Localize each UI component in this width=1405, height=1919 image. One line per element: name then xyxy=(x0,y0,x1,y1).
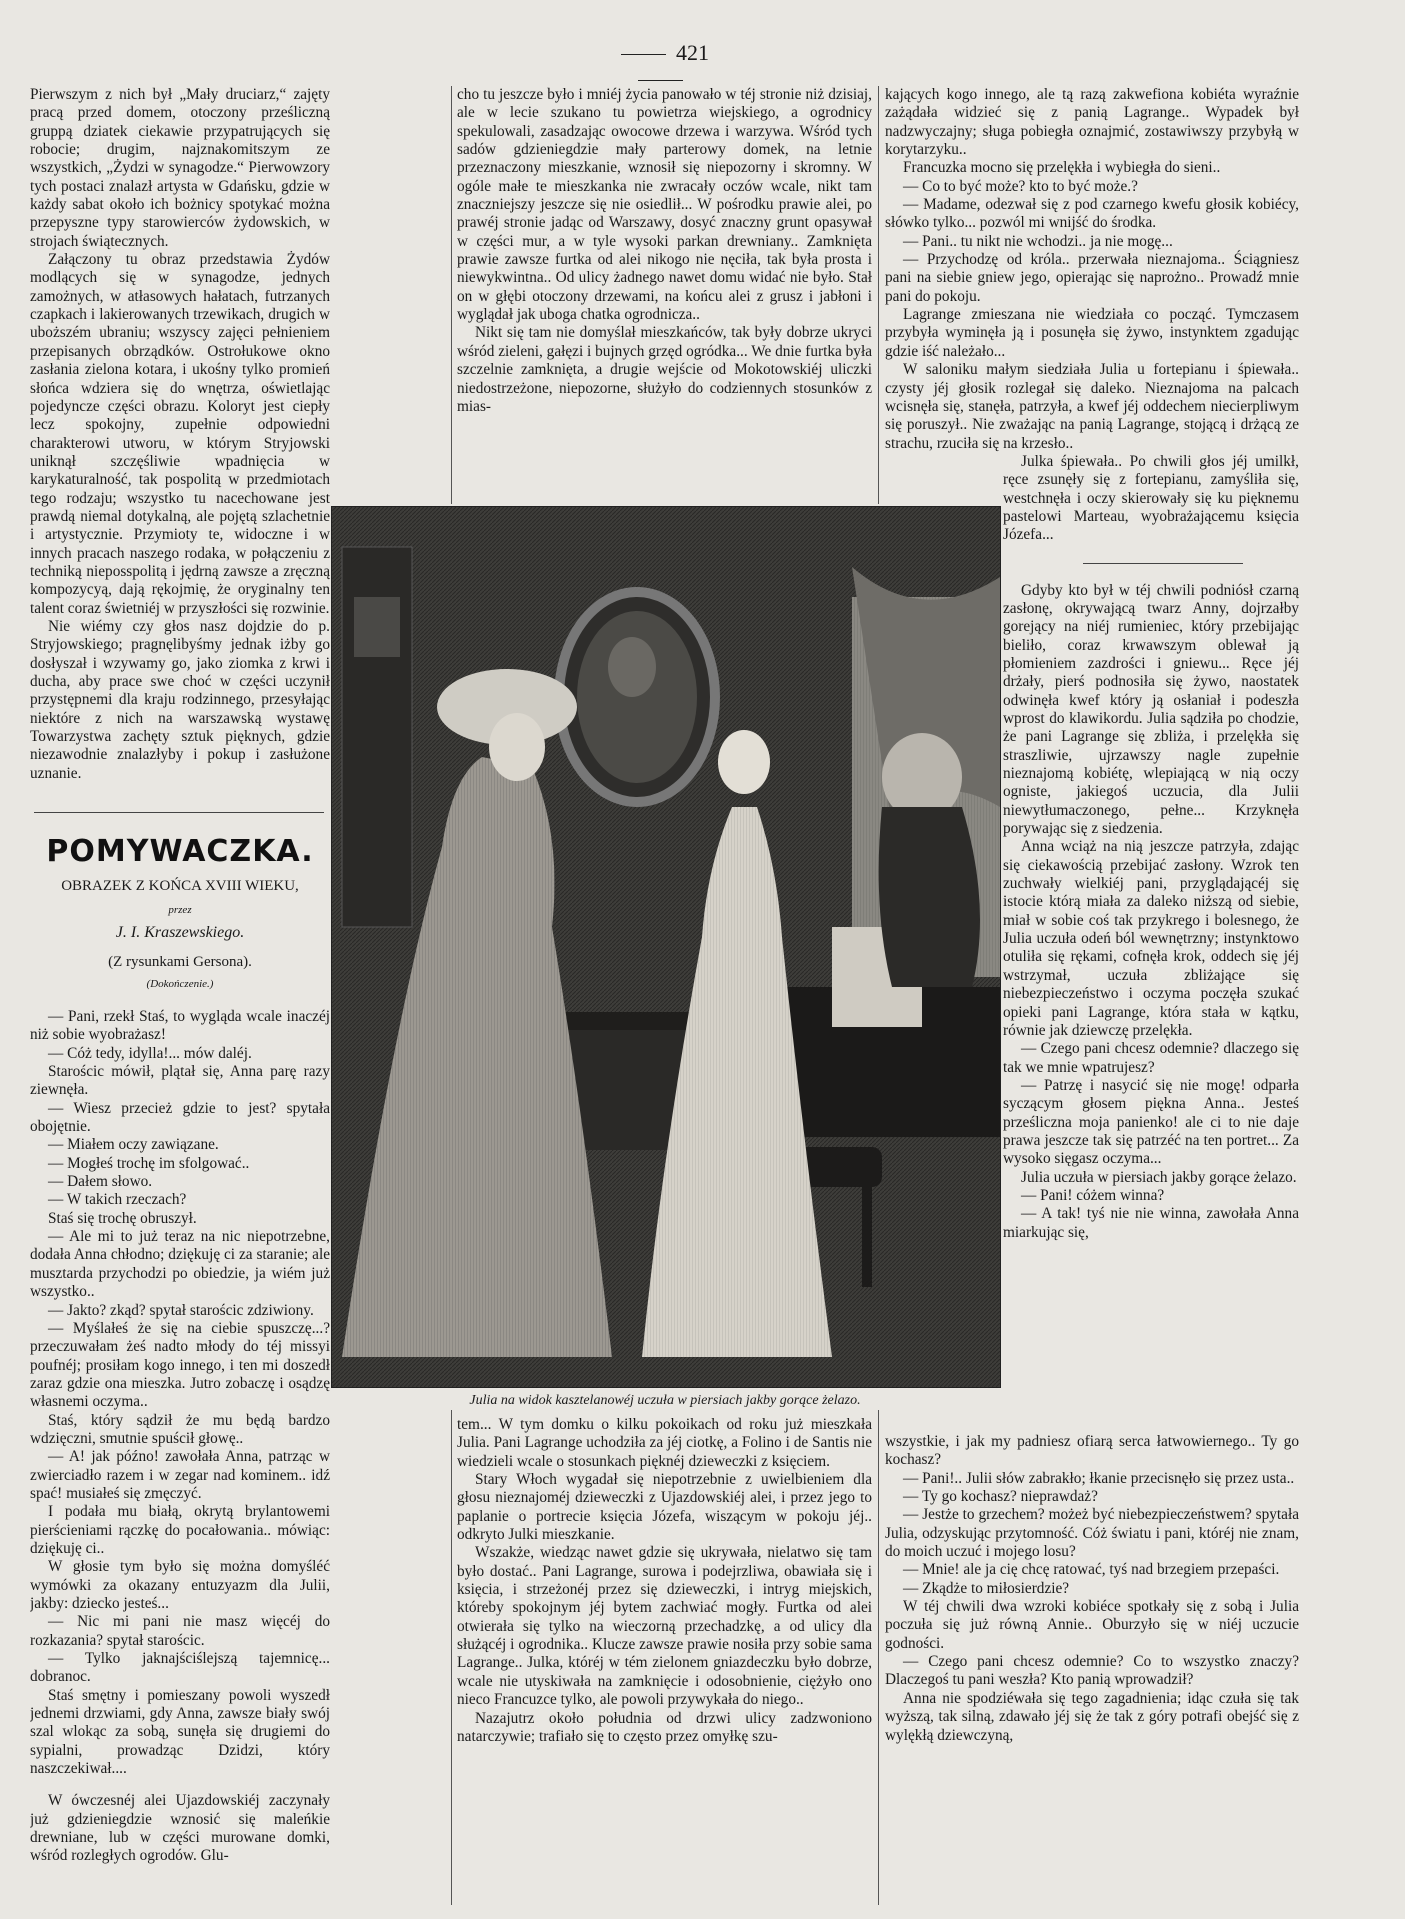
paragraph: — Pani.. tu nikt nie wchodzi.. ja nie mogę... xyxy=(903,232,1173,250)
paragraph: cho tu jeszcze było i mniéj życia panowało w téj stronie niż dzisiaj, ale w lecie szukano tu powietrza wiejskiego, a ogrodnicy spekulowali, zasadzając owocowe drzewa i warzywa. Wśród tych sadów gdzieniegdzie mały parterowy domek, na letnie przeznaczony mieszkanie, wznosił się niepozorny i skromny. W ogóle małe te mieszkanka nie zwracały oczów wcale, nikt tam znaczniejszy jeszcze się nie osiedlił... W pośrodku prawie alei, po prawéj stronie jadąc od Warszawy, dosyć znaczny grunt opasywał w części mur, a w tyle wysoki parkan drewniany.. Zamknięta prawie zawsze furtka od alei nikogo nie nęciła, tak była prosta i niewykwintna.. Od ulicy żadnego nawet domu widać nie było. Stał on w głębi otoczony drzewami, na końcu alei z grusz i jabłoni i wyglądał jak uboga chatka ogrodnicza.. xyxy=(457,86,872,324)
column-rule xyxy=(451,86,452,504)
paragraph: — Ty go kochasz? nieprawdaż? xyxy=(903,1488,1098,1506)
paragraph: kających kogo innego, ale tą razą zakwefiona kobiéta wyraźnie zażądała widzieć się z panią Lagrange.. Wypadek był nadzwyczajny; sługa pobiegła oznajmić, zostawiwszy przybyłą w korytarzyku.. xyxy=(885,86,1299,159)
paragraph: — Zkądże to miłosierdzie? xyxy=(903,1579,1070,1597)
paragraph: W ówczesnéj alei Ujazdowskiéj zaczynały już gdzieniegdzie wznosić się maleńkie drewniane, lub w części murowane domki, wśród rozległych ogrodów. Glu- xyxy=(30,1792,330,1865)
column-rule xyxy=(878,86,879,504)
paragraph: — Patrzę i nasycić się nie mogę! odparła syczącym głosem piękna Anna.. Jesteś prześliczna moja panienko! ale ci to nie daje prawa jeszcze tak się patrzéć na ten portret... Za wysoko sięgasz oczyma... xyxy=(1003,1076,1299,1168)
paragraph: — Myślałeś że się na ciebie spuszczę...? przeczuwałam żeś nadto młody do téj missyi poufnéj; prosiłam kogo innego, i ten mi doszedł zaraz gdzie ona mieszka. Jutro zobaczę i osądzę własnemi oczyma.. xyxy=(30,1319,330,1411)
paragraph: — Tylko jaknajściślejszą tajemnicę... dobranoc. xyxy=(30,1650,330,1686)
paragraph: — Nic mi pani nie masz więcéj do rozkazania? spytał starościc. xyxy=(30,1613,330,1649)
column-3-bottom xyxy=(885,1433,1299,1906)
paragraph: — Madame, odezwał się z pod czarnego kwefu głosik kobiécy, słówko tylko... pozwól mi wnijść do środka. xyxy=(885,196,1299,232)
paragraph: — Co to być może? kto to być może.? xyxy=(903,177,1138,195)
byline-przez: przez xyxy=(168,904,192,916)
illustration-caption: Julia na widok kasztelanowéj uczuła w piersiach jakby gorące żelazo. xyxy=(469,1393,861,1408)
author: J. I. Kraszewskiego. xyxy=(115,924,245,941)
paragraph: — Pani! cóżem winna? xyxy=(1021,1186,1165,1204)
paragraph: I podała mu białą, okrytą brylantowemi pierścieniami rączkę do pocałowania.. mówiąc: dziękuję ci.. xyxy=(30,1503,330,1557)
paragraph: Nikt się tam nie domyślał mieszkańców, tak były dobrze ukryci wśród zieleni, gałęzi i bujnych grzęd ogródka... We dnie furtka była szczelnie zamknięta, a drugie wejście od Mokotowskiéj uliczki niedostrzeżone, niepozorne, służyło do codziennych stosunków z mias- xyxy=(457,324,872,415)
paragraph: — Czego pani chcesz odemnie? dlaczego się tak we mnie wpatrujesz? xyxy=(1003,1040,1299,1076)
page-number: 421 xyxy=(580,40,740,92)
paragraph: tem... W tym domku o kilku pokoikach od roku już mieszkała Julia. Pani Lagrange uchodziła za jéj ciotkę, a Folino i de Santis nie wiedzieli wcale o stosunkach pięknéj dzieweczki z księciem. xyxy=(457,1416,872,1470)
paragraph: Francuzka mocno się przelękła i wybiegła do sieni.. xyxy=(903,159,1221,177)
section-divider xyxy=(34,812,324,813)
column-2-top xyxy=(457,86,872,502)
column-rule xyxy=(451,1410,452,1905)
paragraph: Julka śpiewała.. Po chwili głos jéj umilkł, ręce zsunęły się z fortepianu, zamyśliła się, westchnęła i oczy skierowały się ku pięknemu pastelowi Marteau, wyobrażającemu księcia Józefa... xyxy=(1003,452,1299,544)
paragraph: Lagrange zmieszana nie wiedziała co począć. Tymczasem przybyła wyminęła ją i posunęła się żywo, instynktem zgadując gdzie iść należało... xyxy=(885,306,1299,360)
paragraph: Nazajutrz około południa od drzwi ulicy zadzwoniono natarczywie; trafiało się to często przez omyłkę szu- xyxy=(457,1709,872,1745)
paragraph: Nie wiémy czy głos nasz dojdzie do p. Stryjowskiego; pragnęlibyśmy jednak iżby go dosłyszał i wzywamy go, jako ziomka z krwi i ducha, aby prace swe choć w części uczynił przystępnemi dla kraju rodzinnego, przesyłając niektóre z nich na warszawską wystawę Towarzystwa zachęty sztuk pięknych, gdzie niezawodnie znalazłyby i pokup i zasłużone uznanie. xyxy=(30,617,330,782)
illustrator-credit: (Z rysunkami Gersona). xyxy=(108,954,252,970)
paragraph: W téj chwili dwa wzroki kobiéce spotkały się z sobą i Julia poczuła się już równą Annie.. Oburzyło się w niéj uczucie godności. xyxy=(885,1598,1299,1652)
paragraph: Wszakże, wiedząc nawet gdzie się ukrywała, nielatwo się tam było dostać.. Pani Lagrange, surowa i podejrzliwa, obawiała się i księcia, i strzeżonéj przez się dzieweczki, i intryg miejskich, któreby spokojnym jéj bytem zachwiać mogły. Furtka od alei otwierała się tylko na wieczorną przechadzkę, a od ulicy dla służącéj i ogrodnika.. Klucze zawsze prawie nosiła przy sobie sama Lagrange.. Julka, któréj w tém zielonem gniazdeczku było dobrze, wcale nie utyskiwała na zamknięcie i odosobnienie, ciężyło ono nieco Francuzce tylko, ale powoli przywykała do niego.. xyxy=(457,1544,872,1709)
paragraph: — Miałem oczy zawiązane. xyxy=(48,1136,219,1154)
paragraph: W saloniku małym siedziała Julia u fortepianu i śpiewała.. czysty jéj głosik rozlegał się daleko. Nieznajoma na palcach wcisnęła się, stanęła, patrzyła, a kwef jéj oddechem niecierpliwym się poruszył.. Nie zważając na panią Lagrange, stojącą i drżącą ze strachu, rzuciła się na krzesło.. xyxy=(885,361,1299,452)
paragraph: Starościc mówił, plątał się, Anna parę razy ziewnęła. xyxy=(30,1063,330,1099)
section-divider xyxy=(1083,563,1243,564)
column-rule xyxy=(878,1410,879,1905)
story-title: POMYWACZKA. xyxy=(46,834,314,869)
paragraph: Julia uczuła w piersiach jakby gorące żelazo. xyxy=(1021,1168,1297,1186)
paragraph: — Pani, rzekł Staś, to wygląda wcale inaczéj niż sobie wyobrażasz! xyxy=(30,1008,330,1044)
paragraph: Staś smętny i pomieszany powoli wyszedł jednemi drzwiami, gdy Anna, zawsze biały swój szal wlokąc za sobą, sunęła się drugiemi do sypialni, prowadząc Dzidzi, który naszczekiwał.... xyxy=(30,1686,330,1778)
column-2-bottom xyxy=(457,1416,872,1906)
paragraph: wszystkie, i jak my padniesz ofiarą serca łatwowiernego.. Ty go kochasz? xyxy=(885,1433,1299,1469)
paragraph: Anna wciąż na nią jeszcze patrzyła, zdając się ciekawością przebijać zasłony. Wzrok ten zuchwały wielkiéj pani, przyglądającéj się istocie którą miała za daleko niższą od siebie, miał w sobie coś tak przykrego i bolesnego, że Julia uczuła odeń ból wewnętrzny; instynktowo otuliła się rękami, cofnęła krok, oddech się jéj wstrzymał, uczuła zbliżające się niebezpieczeństwo i oczyma poczęła szukać opieki pani Lagrange, która stała w kątku, równie jak dziewczę przelękła. xyxy=(1003,838,1299,1039)
paragraph: — Czego pani chcesz odemnie? Co to wszystko znaczy? Dlaczegoś tu pani weszła? Kto panią wprowadził? xyxy=(885,1653,1299,1689)
column-1-top xyxy=(30,86,330,806)
paragraph: — Mogłeś trochę im sfolgować.. xyxy=(48,1154,250,1172)
paragraph: Staś, który sądził że mu będą bardzo wdzięczni, smutnie spuścił głowę.. xyxy=(30,1411,330,1447)
paragraph: — Jestże to grzechem? możeż być niebezpieczeństwem? spytała Julia, odzyskując przytomność. Cóż światu i pani, któréj nie znam, do moich uczuć i mojego losu? xyxy=(885,1506,1299,1561)
paragraph: Gdyby kto był w téj chwili podniósł czarną zasłonę, okrywającą twarz Anny, dojrzałby gorejący na niéj rumieniec, który przebijając bieliło, coraz krwawszym oblewał ją płomieniem zazdrości i gniewu... Ręce jéj drżały, pierś podnosiła się żywo, naostatek odwinęła kwef który ją osłaniał i podeszła wprost do klawikordu. Julia sądziła po chodzie, że pani Lagrange się zbliża, i przelękła się straszliwie, ujrzawszy nagle zupełnie nieznajomą kobiétę, wlepiającą w nią oczy ogniste, jakiegoś uczucia, dla Julii niewytłumaczonego, pełne... Krzyknęła porywając się z siedzenia. xyxy=(1003,581,1299,838)
column-1-bottom xyxy=(30,1008,330,1902)
paragraph: — Jakto? zkąd? spytał starościc zdziwiony. xyxy=(48,1301,314,1319)
paragraph: Pierwszym z nich był „Mały druciarz,“ zajęty pracą przed domem, otoczony prześliczną gruppą dziatek ciekawie przypatrujących się robocie; drugim, najznakomitszym ze wszystkich, „Żydzi w synagodze.“ Pierwowzory tych postaci znalazł artysta w Gdańsku, gdzie w każdy sabat około ich bożnicy spotykać można przepyszne typy starowierców żydowskich, w strojach świątecznych. xyxy=(30,86,330,250)
paragraph: Stary Włoch wygadał się niepotrzebnie z uwielbieniem dla głosu nieznajoméj dzieweczki z Ujazdowskiéj alei, i przez jego to paplanie o portrecie księcia Józefa, wiszącym w pokoju jéj.. odkryto Julki mieszkanie. xyxy=(457,1471,872,1544)
paragraph: W głosie tym było się można domyśléć wymówki za okazany entuzyazm dla Julii, jakby: dziecko jesteś... xyxy=(30,1558,330,1612)
engraving-illustration xyxy=(331,506,1001,1388)
paragraph: — Ale mi to już teraz na nic niepotrzebne, dodała Anna chłodno; dziękuję ci za staranie; ale musztarda przychodzi po obiedzie, ja wiém już wszystko.. xyxy=(30,1228,330,1301)
paragraph: — A tak! tyś nie nie winna, zawołała Anna miarkując się, xyxy=(1003,1205,1299,1241)
paragraph: — Dałem słowo. xyxy=(48,1173,153,1191)
paragraph: — Pani!.. Julii słów zabrakło; łkanie przecisnęło się przez usta.. xyxy=(903,1469,1295,1487)
paragraph: — Cóż tedy, idylla!... mów daléj. xyxy=(48,1044,252,1062)
paragraph: — A! jak późno! zawołała Anna, patrząc w zwierciadło razem i w zegar nad kominem.. idź spać! musiałeś się zmęczyć. xyxy=(30,1448,330,1502)
continuation-note: (Dokończenie.) xyxy=(146,978,214,990)
story-subtitle: OBRAZEK Z KOŃCA XVIII WIEKU, xyxy=(61,878,299,894)
paragraph: Staś się trochę obruszył. xyxy=(48,1209,197,1227)
paragraph: — Przychodzę od króla.. przerwała nieznajoma.. Ściągniesz pani na siebie gniew jego, opierając się naprożno.. Prowadź mnie pani do pokoju. xyxy=(885,251,1299,305)
paragraph: — W takich rzeczach? xyxy=(48,1191,187,1209)
paragraph: — Mnie! ale ja cię chcę ratować, tyś nad brzegiem przepaści. xyxy=(903,1561,1280,1579)
paragraph: — Wiesz przecież gdzie to jest? spytała obojętnie. xyxy=(30,1099,330,1136)
paragraph: Anna nie spodziéwała się tego zagadnienia; idąc czuła się tak wyższą, tak silną, zdawało jéj się że tak z góry potrafi obejść się z wylękłą dziewczyną, xyxy=(885,1689,1299,1744)
engraving-scene xyxy=(332,507,1000,1387)
paragraph: Załączony tu obraz przedstawia Żydów modlących się w synagodze, jednych zamożnych, w atłasowych hałatach, futrzanych czapkach i lakierowanych trzewikach, drugich w uboższém ubraniu; wszyscy zajęci pełnieniem przepisanych obrządków. Ostrołukowe okno zasłania zielona kotara, i ukośny tylko promień słońca wdziera się do wnętrza, oświetlając pojedyncze części obrazu. Koloryt jest ciepły lecz spokojny, zupełnie odpowiedni charakterowi utworu, w którym Stryjowski uniknął szczęśliwie wpadnięcia w karykaturalność, tak pospolitą w przedmiotach tego rodzaju; wszystko tu nacechowane jest prawdą niemal dotykalną, ale pojętą szlachetnie i artystycznie. Przymioty te, widoczne i w innych pracach naszego rodaka, w połączeniu z techniką nieposspolitą i jędrną zawsze a zręczną kompozycyą, dają rękojmię, że oryginalny ten talent coraz świetniéj w przyszłości się rozwinie. xyxy=(30,251,330,617)
